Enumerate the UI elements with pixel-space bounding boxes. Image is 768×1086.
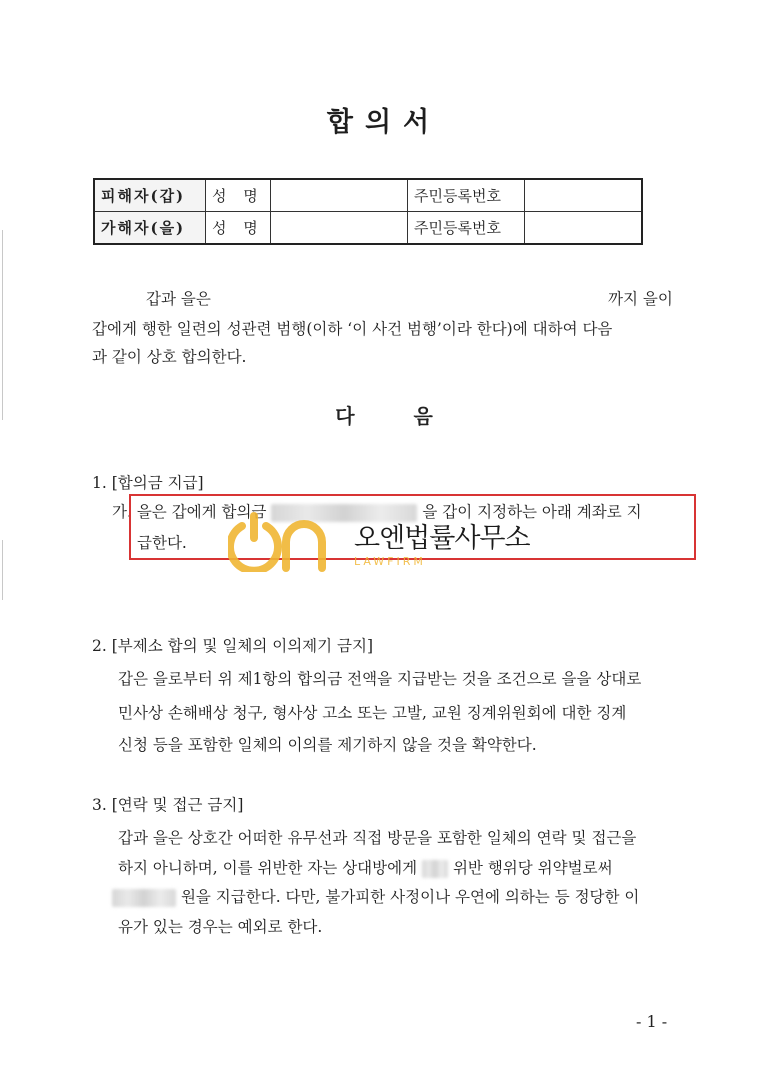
victim-role-cell: 피해자(갑) xyxy=(94,179,206,212)
redacted-value xyxy=(422,860,448,878)
intro-text-line3: 과 같이 상호 합의한다. xyxy=(92,348,247,366)
document-title: 합의서 xyxy=(326,107,442,138)
victim-name-label: 성 명 xyxy=(206,179,271,212)
parties-table xyxy=(93,178,643,245)
firm-subname-watermark: LAWFIRM xyxy=(354,555,426,568)
section-line-text: 원을 지급한다. 다만, 불가피한 사정이나 우연에 의하는 등 정당한 이 xyxy=(180,888,640,906)
section-line: 갑과 을은 상호간 어떠한 유무선과 직접 방문을 포함한 일체의 연락 및 접근을 xyxy=(118,829,637,847)
intro-text-part1: 갑과 을은 xyxy=(146,290,211,308)
table-row xyxy=(94,212,642,245)
section-line xyxy=(112,885,639,907)
section-heading: 2. [부제소 합의 및 일체의 이의제기 금지] xyxy=(92,637,374,655)
victim-rrn-value xyxy=(525,179,643,212)
offender-rrn-label: 주민등록번호 xyxy=(408,212,525,245)
victim-name-value xyxy=(270,179,407,212)
page-number: - 1 - xyxy=(636,1012,668,1031)
victim-rrn-label: 주민등록번호 xyxy=(408,179,525,212)
section-line xyxy=(118,856,613,878)
offender-role-cell: 가해자(을) xyxy=(94,212,206,245)
section-line: 신청 등을 포함한 일체의 이의를 제기하지 않을 것을 확약한다. xyxy=(118,736,537,754)
redacted-amount xyxy=(112,889,176,907)
intro-text-part2: 까지 을이 xyxy=(608,290,673,308)
section-heading: 1. [합의금 지급] xyxy=(92,474,204,492)
firm-name-watermark: 오엔법률사무소 xyxy=(354,523,530,554)
section-subtitle: 다 음 xyxy=(335,404,459,428)
intro-text-line2: 갑에게 행한 일련의 성관련 범행(이하 ‘이 사건 범행’이라 한다)에 대하여 다음 xyxy=(92,320,613,338)
section-line-text: 위반 행위당 위약벌로써 xyxy=(452,859,613,877)
scan-edge-line xyxy=(2,230,3,420)
section-line: 갑은 을로부터 위 제1항의 합의금 전액을 지급받는 것을 조건으로 을을 상대로 xyxy=(118,670,642,688)
section-line: 민사상 손해배상 청구, 형사상 고소 또는 고발, 교원 징계위원회에 대한 징계 xyxy=(118,704,627,722)
firm-logo-icon xyxy=(228,512,330,572)
section-line: 급한다. xyxy=(137,534,187,552)
scan-edge-line xyxy=(2,540,3,600)
table-row xyxy=(94,179,642,212)
section-heading: 3. [연락 및 접근 금지] xyxy=(92,796,244,814)
offender-rrn-value xyxy=(525,212,643,245)
section-line-text: 가. 을은 갑에게 합의금 xyxy=(112,503,267,521)
offender-name-value xyxy=(270,212,407,245)
offender-name-label: 성 명 xyxy=(206,212,271,245)
section-line-text: 하지 아니하며, 이를 위반한 자는 상대방에게 xyxy=(118,859,418,877)
section-line: 유가 있는 경우는 예외로 한다. xyxy=(118,918,323,936)
section-line-text: 을 갑이 지정하는 아래 계좌로 지 xyxy=(422,503,642,521)
